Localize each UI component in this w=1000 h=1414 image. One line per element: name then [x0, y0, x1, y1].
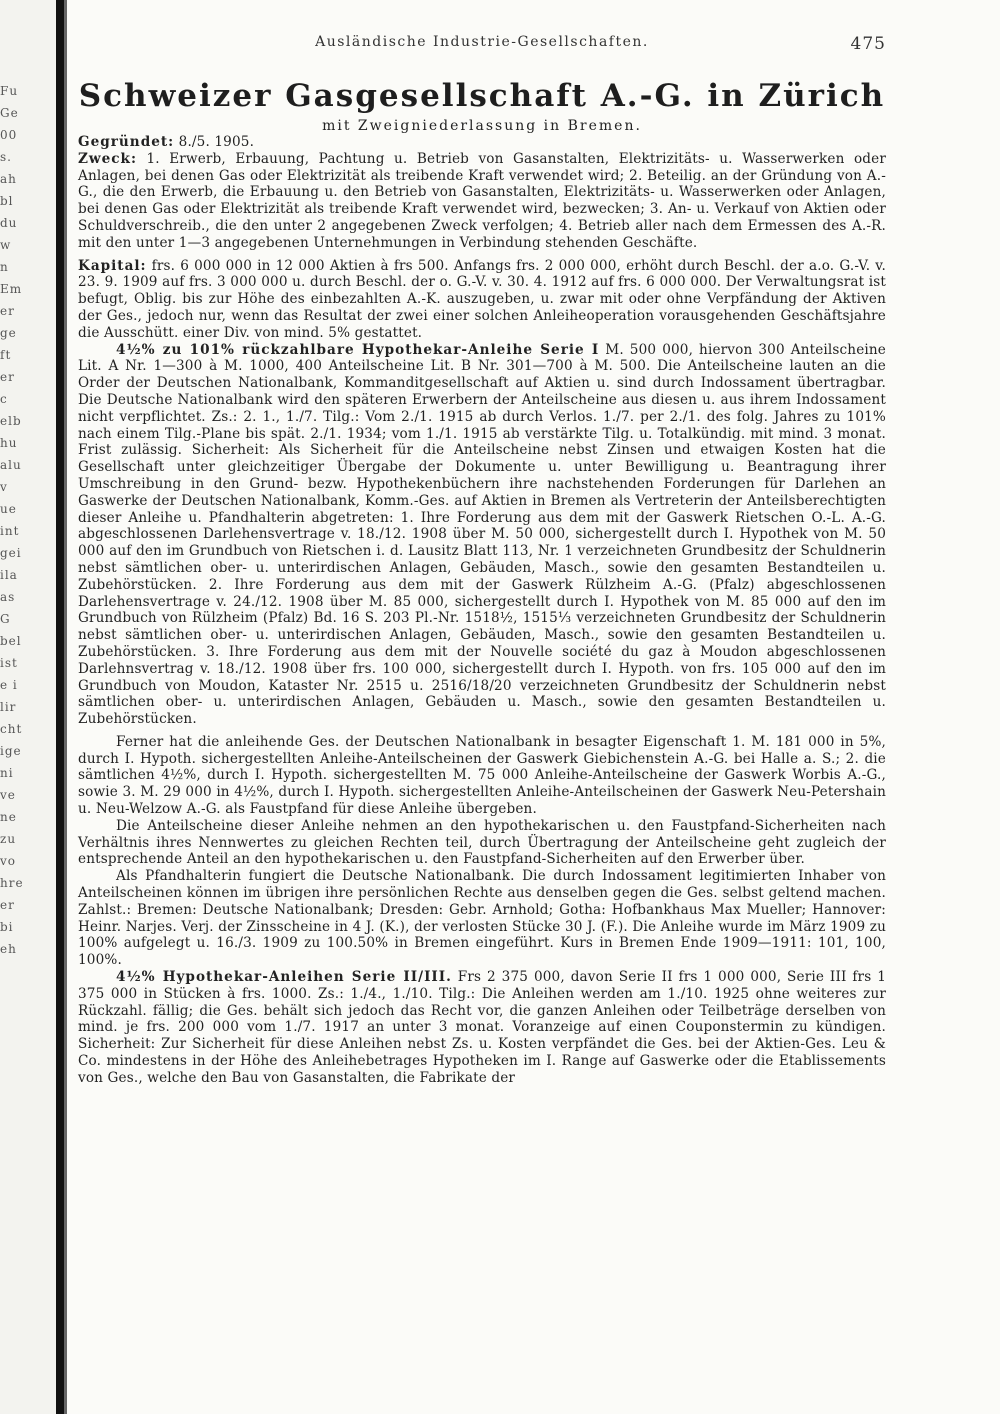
margin-fragment: ni — [0, 766, 14, 780]
loan-series-1-paragraph — [78, 342, 886, 728]
margin-fragment: v — [0, 480, 8, 494]
founded-line — [78, 134, 886, 151]
margin-fragment: ne — [0, 810, 17, 824]
purpose-paragraph — [78, 151, 886, 252]
margin-fragment: c — [0, 392, 8, 406]
pledge-holder-paragraph: Als Pfandhalterin fungiert die Deutsche Nationalbank. Die durch Indossament legitimierten Inhaber von Anteilscheinen können im übrigen ihre persönlichen Rechte aus denselben gegen die Ges. selbst geltend machen. Zahlst.: Bremen: Deutsche Nationalbank; Dresden: Gebr. Arnhold; Gotha: Hofbankhaus Max Mueller; Hannover: Heinr. Narjes. Verj. der Zinsscheine in 4 J. (K.), der verlosten Stücke 30 J. (F.). Die Anleihe wurde im März 1909 zu 100% aufgelegt u. 16./3. 1909 zu 100.50% in Bremen eingeführt. Kurs in Bremen Ende 1909—1911: 101, 100, 100%. — [78, 868, 886, 969]
shares-paragraph: Die Anteilscheine dieser Anleihe nehmen an den hypothekarischen u. den Faustpfand-Sicherheiten nach Verhältnis ihres Nennwertes zu gleichen Rechten teil, durch Übertragung der Anteilscheine geht zugleich der entsprechende Anteil an den hypothekarischen u. den Faustpfand-Sicherheiten auf den Erwerber über. — [78, 817, 886, 868]
margin-fragment: ue — [0, 502, 17, 516]
margin-fragment: hu — [0, 436, 18, 450]
margin-fragment: bl — [0, 194, 14, 208]
margin-fragment: n — [0, 260, 9, 274]
margin-fragment: zu — [0, 832, 17, 846]
margin-fragment: ge — [0, 326, 17, 340]
margin-fragment: ah — [0, 172, 17, 186]
margin-fragment: ist — [0, 656, 18, 670]
book-gutter — [56, 0, 64, 1414]
loan-series-2-3-text: Frs 2 375 000, davon Serie II frs 1 000 000, Serie III frs 1 375 000 in Stücken à frs. 1000. Zs.: 1./4., 1./10. Tilg.: Die Anleihen werden am 1./10. 1925 ohne weiteres zur Rückzahl. fällig; die Ges. behält sich jedoch das Recht vor, die ganzen Anleihen oder Teilbeträge derselben von mind. je frs. 200 000 vom 1./7. 1917 an unter 3 monat. Voranzeige auf einen Couponstermin zu kündigen. Sicherheit: Zur Sicherheit für diese Anleihen nebst Zs. u. Kosten verpfändet die Ges. bei der Aktien-Ges. Leu & Co. mindestens in der Höhe des Anleihebetrages Hypotheken im I. Range auf Gaswerke oder die Etablissements von Ges., welche den Bau von Gasanstalten, die Fabrikate der — [78, 969, 886, 1086]
company-title: Schweizer Gasgesellschaft A.-G. in Zürich — [78, 78, 886, 114]
margin-fragment: vo — [0, 854, 17, 868]
loan-series-1-text: M. 500 000, hiervon 300 Anteilscheine Lit. A Nr. 1—300 à M. 1000, 400 Anteilscheine Lit. B Nr. 301—700 à M. 500. Die Anteilscheine lauten an die Order der Deutschen Nationalbank, Kommanditgesellschaft auf Aktien u. sind durch Indossament übertragbar. Die Deutsche Nationalbank wird den späteren Erwerbern der Anteilscheine aus diesen u. aus ihrem Indossament nicht verpflichtet. Zs.: 2. 1., 1./7. Tilg.: Vom 2./1. 1915 ab durch Verlos. 1./7. per 2./1. des folg. Jahres zu 101% nach einem Tilg.-Plane bis spät. 2./1. 1934; vom 1./1. 1915 ab verstärkte Tilg. u. Totalkündig. mit mind. 3 monat. Frist zulässig. Sicherheit: Als Sicherheit für die Anteilscheine nebst Zinsen und etwaigen Kosten hat die Gesellschaft unter gleichzeitiger Übergabe der Dokumente u. unter Bewilligung u. Beantragung ihrer Umschreibung in den Grund- bezw. Hypothekenbüchern ihre nachstehenden Forderungen für Darlehen an Gaswerke der Deutschen Nationalbank, Komm.-Ges. auf Aktien in Bremen als Vertreterin der Anteilsberechtigten dieser Anleihe u. Pfandhalterin abgetreten: 1. Ihre Forderung aus dem mit der Gaswerk Rietschen O.-L. A.-G. abgeschlossenen Darlehensvertrage v. 18./12. 1908 über M. 50 000, sichergestellt durch I. Hypothek von M. 50 000 auf den im Grundbuch von Rietschen i. d. Lausitz Blatt 113, Nr. 1 verzeichneten Grundbesitz der Schuldnerin nebst sämtlichen ober- u. unterirdischen Anlagen, Gebäuden, Masch., sowie den gesamten Bestandteilen u. Zubehörstücken. 2. Ihre Forderung aus dem mit der Gaswerk Rülzheim A.-G. (Pfalz) abgeschlossenen Darlehensvertrage v. 24./12. 1908 über M. 85 000, sichergestellt durch I. Hypothek von M. 85 000 auf den im Grundbuch von Rülzheim (Pfalz) Bd. 16 S. 203 Pl.-Nr. 1518½, 1515⅓ verzeichneten Grundbesitz der Schuldnerin nebst sämtlichen ober- u. unterirdischen Anlagen, Gebäuden, Masch., sowie den gesamten Bestandteilen u. Zubehörstücken. 3. Ihre Forderung aus dem mit der Nouvelle société du gaz à Moudon abgeschlossenen Darlehnsvertrag v. 18./12. 1908 über frs. 100 000, sichergestellt durch I. Hypoth. von frs. 105 000 auf den im Grundbuch von Moudon, Kataster Nr. 2515 u. 2516/18/20 verzeichneten Grundbesitz der Schuldnerin nebst sämtlichen ober- u. unterirdischen Anlagen, Gebäuden u. Masch., sowie den gesamten Bestandteilen u. Zubehörstücken. — [78, 341, 886, 728]
founded-label: Gegründet: — [78, 134, 175, 150]
margin-fragment: er — [0, 304, 15, 318]
page-header — [78, 34, 886, 62]
margin-fragment: as — [0, 590, 16, 604]
margin-fragment: elb — [0, 414, 22, 428]
page-number: 475 — [850, 34, 886, 54]
margin-fragment: e i — [0, 678, 18, 692]
loan-series-2-3-label: 4½% Hypothekar-Anleihen Serie II/III. — [116, 969, 452, 986]
company-subtitle: mit Zweigniederlassung in Bremen. — [322, 118, 642, 134]
margin-fragment: hre — [0, 876, 24, 890]
margin-fragment: Ge — [0, 106, 19, 120]
margin-fragment: w — [0, 238, 12, 252]
margin-fragment: ige — [0, 744, 22, 758]
founded-value: 8./5. 1905. — [178, 134, 255, 150]
margin-fragment: 00 — [0, 128, 18, 142]
margin-fragment: du — [0, 216, 18, 230]
page — [78, 34, 886, 1087]
margin-fragment: bi — [0, 920, 14, 934]
collateral-paragraph: Ferner hat die anleihende Ges. der Deutschen Nationalbank in besagter Eigenschaft 1. M. 181 000 in 5%, durch I. Hypoth. sichergestellten Anleihe-Anteilscheinen der Gaswerk Giebichenstein A.-G. bei Halle a. S.; 2. die sämtlichen 4½%, durch I. Hypoth. sichergestellten M. 75 000 Anleihe-Anteilscheine der Gaswerk Worbis A.-G., sowie 3. M. 29 000 in 4½%, durch I. Hypoth. sichergestellten Anleihe-Anteilscheinen der Gaswerk Neu-Petershain u. Neu-Welzow A.-G. als Faustpfand für diese Anleihe übergeben. — [78, 733, 886, 818]
margin-fragment: Fu — [0, 84, 19, 98]
gutter-shadow — [64, 0, 67, 1414]
margin-fragment: Em — [0, 282, 23, 296]
purpose-text: 1. Erwerb, Erbauung, Pachtung u. Betrieb von Gasanstalten, Elektrizitäts- u. Wasserwerken oder Anlagen, bei denen Gas oder Elektrizität als treibende Kraft verwendet wird; 2. Beteilig. an der Gründung von A.-G., die den Erwerb, die Erbauung u. den Betrieb von Gasanstalten, Elektrizitäts- u. Wasserwerken oder Anlagen, bei denen Gas oder Elektrizität als treibende Kraft verwendet wird, bezwecken; 3. An- u. Verkauf von Aktien oder Schuldverschreib., die den unter 2 angegebenen Zweck verfolgen; 4. Betrieb aller nach dem Ermessen des A.-R. mit den unter 1—3 angegebenen Unternehmungen in Verbindung stehenden Geschäfte. — [78, 150, 886, 251]
margin-fragment: cht — [0, 722, 23, 736]
margin-fragment: ve — [0, 788, 16, 802]
margin-fragment: er — [0, 898, 15, 912]
margin-fragment: alu — [0, 458, 22, 472]
margin-fragment: int — [0, 524, 20, 538]
margin-fragment: eh — [0, 942, 17, 956]
margin-fragment: gei — [0, 546, 22, 560]
margin-fragment: bel — [0, 634, 22, 648]
running-head: Ausländische Industrie-Gesellschaften. — [315, 34, 649, 50]
left-page-fragment — [0, 0, 56, 1414]
margin-fragment: G — [0, 612, 11, 626]
capital-label: Kapital: — [78, 257, 147, 274]
purpose-label: Zweck: — [78, 150, 137, 167]
margin-fragment: s. — [0, 150, 12, 164]
margin-fragment: lir — [0, 700, 17, 714]
capital-paragraph — [78, 258, 886, 342]
loan-series-2-3-paragraph — [78, 969, 886, 1087]
margin-fragment: ft — [0, 348, 12, 362]
capital-text: frs. 6 000 000 in 12 000 Aktien à frs 500. Anfangs frs. 2 000 000, erhöht durch Beschl. der a.o. G.-V. v. 23. 9. 1909 auf frs. 3 000 000 u. durch Beschl. der o. G.-V. v. 30. 4. 1912 auf frs. 6 000 000. Der Verwaltungsrat ist befugt, Oblig. bis zur Höhe des einbezahlten A.-K. auszugeben, u. zwar mit oder ohne Verpfändung der Aktiven der Ges., jedoch nur, wenn das Resultat der zwei einer solchen Anleiheoperation vorausgehenden Geschäftsjahre die Ausschütt. einer Div. von mind. 5% gestattet. — [78, 257, 886, 341]
loan-series-1-label: 4½% zu 101% rückzahlbare Hypothekar-Anleihe Serie I — [116, 341, 600, 358]
margin-fragment: ila — [0, 568, 18, 582]
margin-fragment: er — [0, 370, 15, 384]
